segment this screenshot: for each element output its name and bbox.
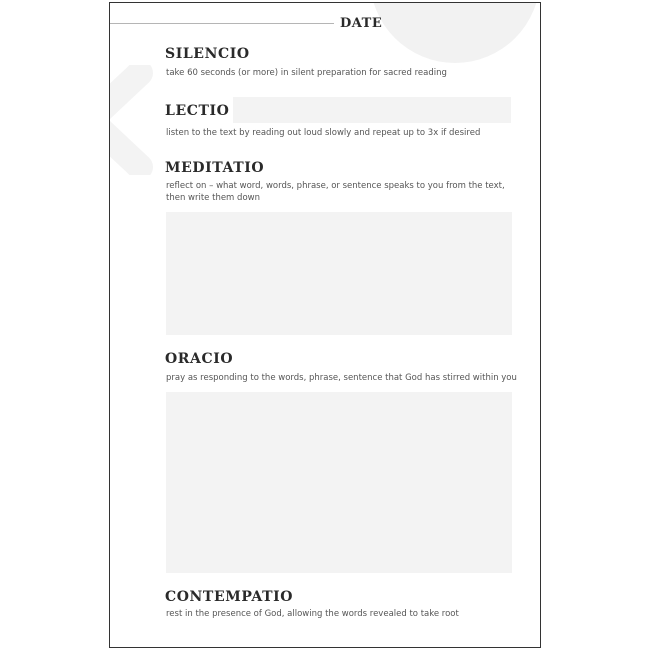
silencio-instruction: take 60 seconds (or more) in silent preparation for sacred reading [166,68,447,78]
date-line [110,23,334,24]
lectio-heading: LECTIO [165,103,230,119]
meditatio-writing-area[interactable] [166,212,512,335]
watermark-chevron-decoration [109,65,180,175]
journal-page [109,2,541,648]
oracio-heading: ORACIO [165,351,234,367]
lectio-reference-field[interactable] [233,97,511,123]
meditatio-instruction: reflect on – what word, words, phrase, or sentence speaks to you from the text, then write them down [166,181,505,203]
contempatio-instruction: rest in the presence of God, allowing the words revealed to take root [166,609,459,619]
contempatio-heading: CONTEMPATIO [165,589,294,605]
oracio-instruction: pray as responding to the words, phrase, sentence that God has stirred within you [166,373,517,383]
oracio-writing-area[interactable] [166,392,512,573]
watermark-circle-decoration [370,2,540,63]
date-label: DATE [340,16,383,31]
lectio-instruction: listen to the text by reading out loud slowly and repeat up to 3x if desired [166,128,481,138]
meditatio-heading: MEDITATIO [165,160,265,176]
silencio-heading: SILENCIO [165,46,250,62]
